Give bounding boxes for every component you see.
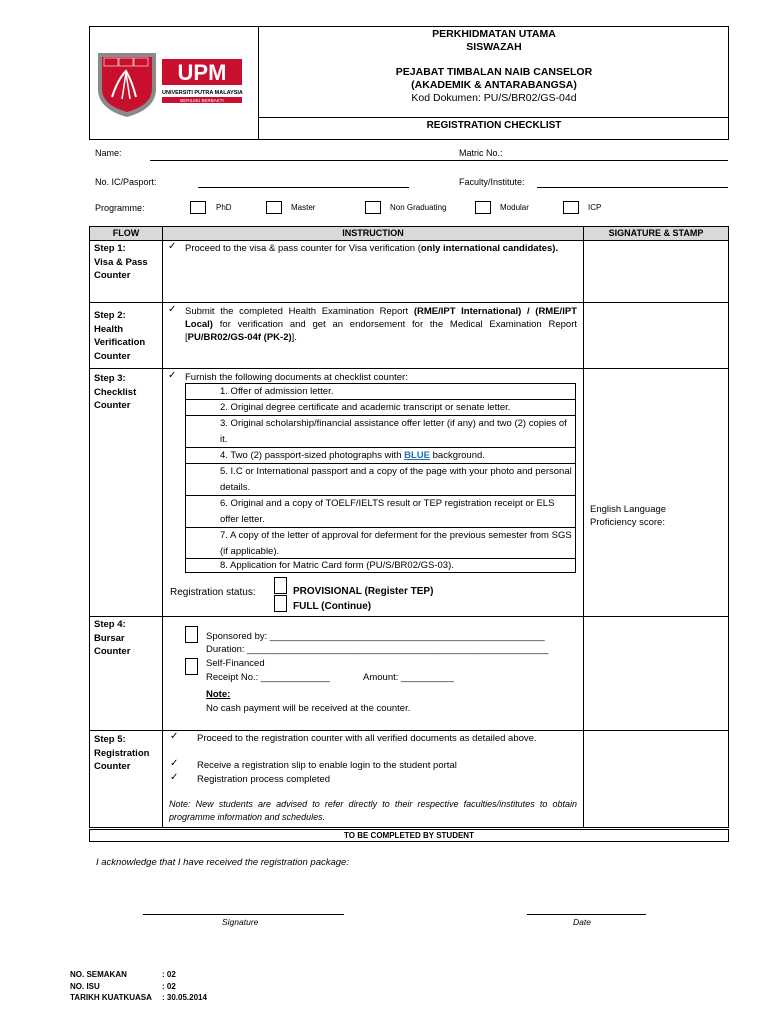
- icp-checkbox[interactable]: [563, 201, 579, 214]
- col-flow: FLOW: [90, 227, 162, 240]
- document-meta-values: [162, 969, 207, 1004]
- isu-label: NO. ISU: [70, 981, 100, 991]
- list-item: 5. I.C or International passport and a copy of the page with your photo and personal details.: [186, 464, 575, 496]
- header-line2: SISWAZAH: [466, 41, 522, 53]
- step1-instruction: Proceed to the visa & pass counter for Visa verification (only international candidates).: [185, 243, 559, 254]
- svg-text:UPM: UPM: [177, 60, 227, 85]
- semakan-value: : 02: [162, 970, 176, 979]
- date-field[interactable]: [527, 914, 646, 915]
- tarikh-label: TARIKH KUATKUASA: [70, 993, 152, 1002]
- phd-checkbox[interactable]: [190, 201, 206, 214]
- master-checkbox[interactable]: [266, 201, 282, 214]
- document-code: Kod Dokumen: PU/S/BR02/GS-04d: [411, 92, 577, 104]
- provisional-label: PROVISIONAL (Register TEP): [293, 586, 434, 597]
- step5-item3: Registration process completed: [197, 774, 331, 785]
- tarikh-value: : 30.05.2014: [162, 993, 207, 1002]
- programme-label: Programme:: [95, 203, 145, 213]
- documents-list: [185, 383, 576, 573]
- semakan-label: NO. SEMAKAN: [70, 970, 127, 979]
- step1-label: Step 1: Visa & Pass Counter: [94, 243, 148, 281]
- check-icon: ✓: [168, 304, 177, 315]
- col-signature: SIGNATURE & STAMP: [584, 227, 728, 240]
- sponsored-field[interactable]: Sponsored by: ____________________________________________________: [206, 631, 545, 642]
- name-field[interactable]: [150, 160, 728, 161]
- header-line3: PEJABAT TIMBALAN NAIB CANSELOR: [395, 66, 593, 78]
- faculty-label: Faculty/Institute:: [459, 177, 525, 187]
- col-instruction: INSTRUCTION: [163, 227, 583, 240]
- list-item: 6. Original and a copy of TOELF/IELTS result or TEP registration receipt or ELS offer letter.: [186, 496, 575, 528]
- ic-label: No. IC/Pasport:: [95, 177, 157, 187]
- check-icon: ✓: [170, 731, 179, 742]
- list-item: 2. Original degree certificate and academic transcript or senate letter.: [186, 400, 575, 416]
- master-label: Master: [291, 203, 316, 212]
- step5-item1: Proceed to the registration counter with all verified documents as detailed above.: [197, 733, 537, 744]
- list-item: 7. A copy of the letter of approval for deferment for the previous semester from SGS (if applicable).: [186, 528, 575, 559]
- step2-label: Step 2: Health Verification Counter: [94, 310, 146, 362]
- list-item: 1. Offer of admission letter.: [186, 384, 575, 400]
- check-icon: ✓: [168, 241, 177, 252]
- header-line1: PERKHIDMATAN UTAMA: [432, 28, 556, 40]
- icp-label: ICP: [588, 203, 602, 212]
- ic-field[interactable]: [198, 187, 409, 188]
- checklist-table: [89, 226, 729, 828]
- step5-item2: Receive a registration slip to enable login to the student portal: [197, 760, 457, 771]
- step4-label: Step 4: Bursar Counter: [94, 619, 131, 657]
- list-item: 3. Original scholarship/financial assistance offer letter (if any) and two (2) copies of it.: [186, 416, 575, 448]
- date-label: Date: [573, 917, 591, 927]
- modular-checkbox[interactable]: [475, 201, 491, 214]
- english-score-label: English Language Proficiency score:: [590, 504, 667, 528]
- svg-text:UNIVERSITI PUTRA MALAYSIA: UNIVERSITI PUTRA MALAYSIA: [162, 90, 243, 96]
- self-financed-checkbox[interactable]: [185, 658, 198, 675]
- note-text: No cash payment will be received at the counter.: [206, 703, 411, 714]
- faculty-field[interactable]: [537, 187, 728, 188]
- document-meta: [70, 969, 152, 1004]
- step3-intro: Furnish the following documents at checklist counter:: [185, 372, 408, 383]
- upm-logo: [96, 49, 246, 119]
- non-graduating-label: Non Graduating: [390, 203, 447, 212]
- provisional-checkbox[interactable]: [274, 577, 287, 594]
- check-icon: ✓: [170, 758, 179, 769]
- document-header: [89, 26, 729, 140]
- acknowledgement-text: I acknowledge that I have received the registration package:: [96, 857, 349, 868]
- step5-label: Step 5: Registration Counter: [94, 734, 150, 772]
- note-label: Note:: [206, 689, 231, 700]
- header-line4: (AKADEMIK & ANTARABANGSA): [411, 79, 577, 91]
- full-checkbox[interactable]: [274, 595, 287, 612]
- duration-field[interactable]: Duration: _________________________________________________________: [206, 644, 549, 655]
- amount-field[interactable]: Amount: __________: [363, 672, 454, 683]
- non-graduating-checkbox[interactable]: [365, 201, 381, 214]
- document-title: REGISTRATION CHECKLIST: [426, 120, 562, 131]
- sponsored-checkbox[interactable]: [185, 626, 198, 643]
- list-item: 4. Two (2) passport-sized photographs with BLUE background.: [186, 448, 575, 464]
- step3-label: Step 3: Checklist Counter: [94, 373, 137, 411]
- step5-note: Note: New students are advised to refer directly to their respective faculties/institutes to obtain programme information and schedules.: [169, 799, 577, 822]
- signature-label: Signature: [222, 917, 259, 927]
- receipt-field[interactable]: Receipt No.: _____________: [206, 672, 330, 683]
- full-label: FULL (Continue): [293, 601, 372, 612]
- step2-instruction: Submit the completed Health Examination Report (RME/IPT International) / (RME/IPT Local) for verification and get an endorsement for the Medical Examination Report [PU/BR02/GS-04f (PK-2)].: [185, 306, 577, 343]
- modular-label: Modular: [500, 203, 529, 212]
- svg-text:BERILMU BERBAKTI: BERILMU BERBAKTI: [180, 98, 224, 103]
- check-icon: ✓: [170, 772, 179, 783]
- matric-label: Matric No.:: [459, 148, 503, 158]
- check-icon: ✓: [168, 370, 177, 381]
- name-label: Name:: [95, 148, 122, 158]
- signature-field[interactable]: [143, 914, 344, 915]
- student-section-bar: TO BE COMPLETED BY STUDENT: [89, 829, 729, 842]
- phd-label: PhD: [216, 203, 232, 212]
- registration-status-label: Registration status:: [170, 587, 256, 598]
- header-text: [259, 27, 729, 105]
- list-item: 8. Application for Matric Card form (PU/S/BR02/GS-03).: [220, 560, 454, 571]
- isu-value: : 02: [162, 981, 176, 991]
- self-financed-label: Self-Financed: [206, 658, 265, 669]
